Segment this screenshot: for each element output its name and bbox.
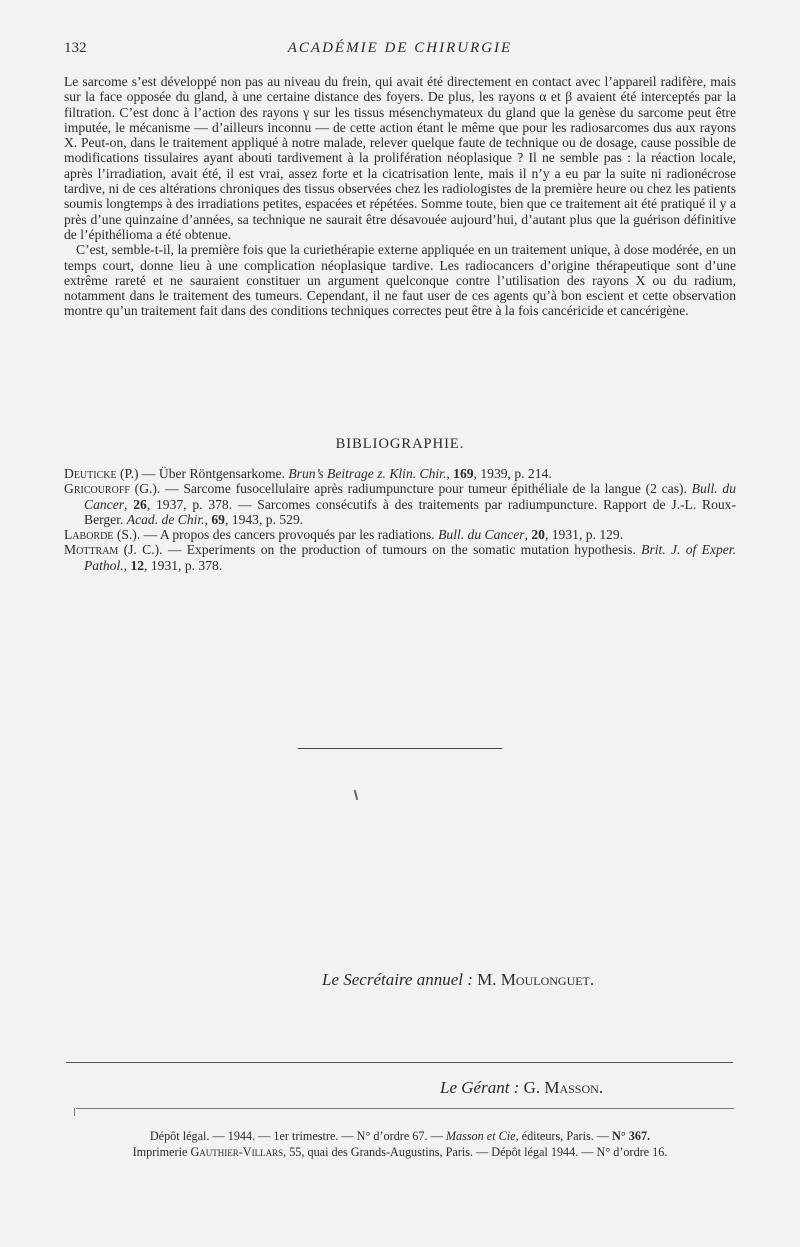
reference-text: (P.) — Über Röntgensarkome. xyxy=(116,466,289,481)
body-text xyxy=(64,74,736,319)
journal-title: ACADÉMIE DE CHIRURGIE xyxy=(287,40,513,56)
paragraph-1: Le sarcome s’est développé non pas au niveau du frein, qui avait été directement en contact avec l’appareil radifère, mais sur la face opposée du gland, à une certaine distance des foyers. De plus, les rayons α et β avaient été interceptés par la filtration. C’est donc à l’action des rayons γ sur les tissus mésenchymateux du gland que la genèse du sarcome peut être imputée, le mécanisme — d’ailleurs inconnu — de cette action étant le même que pour les radiosarcomes dus aux rayons X. Peut-on, dans le traitement appliqué à notre malade, relever quelque faute de technique ou de dosage, cause possible de modifications tissulaires ayant abouti tardivement à la prolifération néoplasique ? Il ne semble pas : la réaction locale, après l’irradiation, avait été, il est vrai, assez forte et la cicatrisation lente, mais il n’y a eu par la suite ni radionécrose tardive, ni de ces altérations chroniques des tissus observées chez les radiologistes de la première heure ou chez les patients soumis longtemps à des irradiations petites, espacées et répétées. Somme toute, bien que ce traitement ait été pratiqué il y a près d’une quinzaine d’années, sa technique ne saurait être désavouée aujourd’hui, d’autant plus que la guérison définitive de l’épithélioma a été obtenue. xyxy=(64,74,736,242)
imprint-publisher: Masson et Cie xyxy=(445,1129,516,1143)
paragraph-2: C’est, semble-t-il, la première fois que la curiethérapie externe appliquée en un traitement unique, à dose modérée, en un temps court, donne lieu à une complication néoplasique tardive. Les radiocancers d’origine thérapeutique sont d’une extrême rareté et ne sauraient constituer un argument quelconque contre l’utilisation des rayons X ou du radium, notamment dans le traitement des tumeurs. Cependant, il ne faut user de ces agents qu’à bon escient et cette observation montre qu’un traitement fait dans des conditions techniques correctes peut être à la fois cancéricide et cancérigène. xyxy=(64,242,736,319)
reference-source: Bull. du Cancer xyxy=(84,481,737,512)
footer-divider xyxy=(76,1108,734,1109)
imprint xyxy=(64,1128,736,1160)
reference-separator: , xyxy=(524,527,532,543)
reference-source: Brun’s Beitrage z. Klin. Chir. xyxy=(288,466,447,481)
imprint-printer: Gauthier-Villars xyxy=(190,1145,284,1159)
reference-source: Brit. J. of Exper. Pathol. xyxy=(84,542,736,573)
reference-separator: , xyxy=(124,496,134,512)
reference-text: (S.). — A propos des cancers provoqués par les radiations. xyxy=(113,527,439,543)
imprint-text: Imprimerie xyxy=(132,1145,191,1159)
reference-source: Bull. du Cancer xyxy=(438,527,525,543)
manager-label: Le Gérant : xyxy=(440,1078,520,1097)
manager-name: G. Masson. xyxy=(523,1078,604,1097)
reference-volume: 20 xyxy=(531,527,545,543)
reference-volume: 26 xyxy=(133,496,147,512)
reference-rest: , 1939, p. 214. xyxy=(473,466,552,481)
reference-item xyxy=(64,466,736,481)
page-number: 132 xyxy=(64,40,87,56)
imprint-text: , 55, quai des Grands-Augustins, Paris. — Dépôt légal 1944. — N° d’ordre 16. xyxy=(283,1145,668,1159)
reference-text: (J. C.). — Experiments on the production of tumours on the somatic mutation hypothesis. xyxy=(118,542,642,558)
imprint-text: Dépôt légal. — 1944. — 1er trimestre. — N° d’ordre 67. — xyxy=(149,1129,446,1143)
bibliography-heading: BIBLIOGRAPHIE. xyxy=(335,436,465,452)
secretary-label: Le Secrétaire annuel : xyxy=(322,970,473,989)
imprint-text: , éditeurs, Paris. — xyxy=(515,1129,613,1143)
reference-separator: , xyxy=(204,511,212,527)
reference-author: Gricouroff xyxy=(64,481,130,497)
reference-item xyxy=(64,542,736,573)
signature-divider xyxy=(66,1062,733,1063)
reference-author: Laborde xyxy=(64,527,114,543)
running-head xyxy=(64,40,736,60)
reference-rest: , 1937, p. 378. — Sarcomes consécutifs à des traitements par radiumpuncture. Rapport de J.-L. Roux-Berger. xyxy=(84,496,737,527)
imprint-number: N° 367. xyxy=(612,1129,651,1143)
reference-item xyxy=(64,527,736,542)
reference-separator: , xyxy=(123,557,131,573)
bibliography-list xyxy=(64,466,736,573)
reference-separator: , xyxy=(446,466,454,481)
reference-author: Deuticke xyxy=(64,466,117,481)
reference-item xyxy=(64,481,736,527)
section-divider xyxy=(298,748,502,749)
reference-volume: 12 xyxy=(130,557,145,573)
reference-volume: 169 xyxy=(453,466,474,481)
reference-rest: , 1931, p. 378. xyxy=(144,557,223,573)
imprint-line-1 xyxy=(64,1128,736,1144)
secretary-signature xyxy=(322,970,594,990)
reference-rest: , 1943, p. 529. xyxy=(224,511,304,527)
print-speck xyxy=(354,790,359,800)
reference-source: Acad. de Chir. xyxy=(126,511,205,527)
footer-divider-tick xyxy=(74,1108,75,1116)
secretary-name: M. Moulonguet. xyxy=(477,970,595,989)
reference-author: Mottram xyxy=(64,542,119,558)
imprint-line-2 xyxy=(64,1144,736,1160)
reference-text: (G.). — Sarcome fusocellulaire après radiumpuncture pour tumeur épithéliale de la langue (2 cas). xyxy=(129,481,692,497)
manager-signature xyxy=(440,1078,603,1098)
reference-rest: , 1931, p. 129. xyxy=(544,527,624,543)
reference-volume: 69 xyxy=(211,511,225,527)
